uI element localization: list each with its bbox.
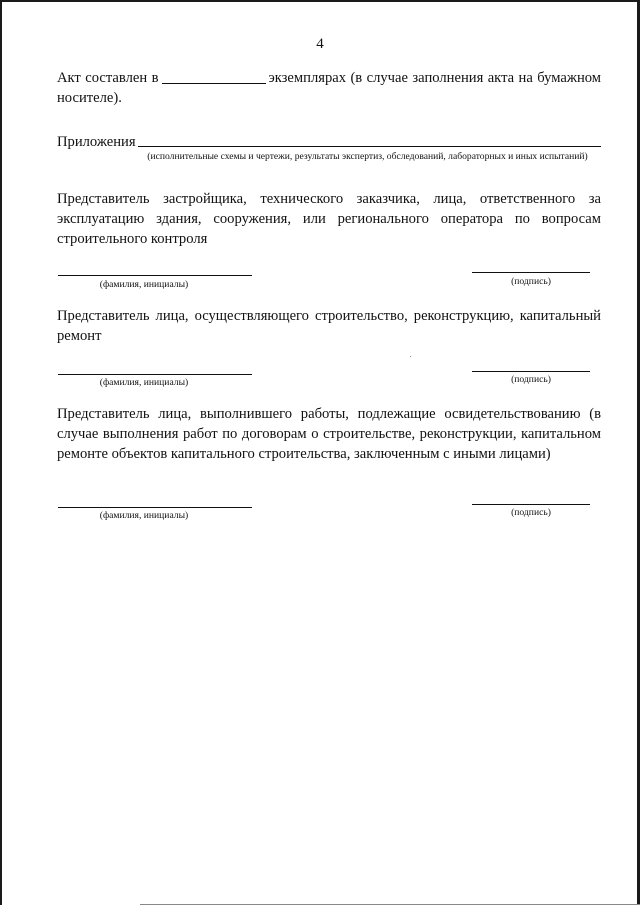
signature-label: (подпись)	[511, 276, 551, 287]
attachments-hint: (исполнительные схемы и чертежи, результаты экспертиз, обследований, лабораторных и иных испытаний)	[147, 151, 588, 162]
signature-line[interactable]	[472, 504, 590, 505]
name-label: (фамилия, инициалы)	[99, 377, 189, 388]
act-copies-text-before: Акт составлен в	[57, 70, 159, 86]
act-copies-text-after: экземплярах (в случае заполнения акта на бумажном носителе).	[57, 70, 602, 106]
attachments-label: Приложения	[57, 134, 136, 150]
scan-speck	[410, 356, 411, 357]
signature-label: (подпись)	[511, 507, 551, 518]
page-number: 4	[316, 36, 324, 52]
scan-border-top	[0, 0, 640, 2]
representative-text: Представитель лица, выполнившего работы, подлежащие освидетельствованию (в случае выполнения работ по договорам о строительстве, реконструкции, капитальном ремонте объектов капитального строительства, заключенным с иными лицами)	[57, 406, 601, 462]
signature-label: (подпись)	[511, 374, 551, 385]
copies-count-blank[interactable]	[162, 69, 266, 84]
scan-border-left	[0, 0, 2, 905]
signature-line[interactable]	[472, 371, 590, 372]
name-label: (фамилия, инициалы)	[99, 279, 189, 290]
act-copies-paragraph	[57, 68, 601, 108]
representative-text: Представитель лица, осуществляющего строительство, реконструкцию, капитальный ремонт	[57, 308, 601, 344]
representative-text: Представитель застройщика, технического заказчика, лица, ответственного за эксплуатацию здания, сооружения, или регионального оператора по вопросам строительного контроля	[57, 191, 601, 247]
name-label: (фамилия, инициалы)	[99, 510, 189, 521]
signature-line[interactable]	[472, 272, 590, 273]
name-line[interactable]	[58, 275, 252, 276]
name-line[interactable]	[58, 507, 252, 508]
name-line[interactable]	[58, 374, 252, 375]
attachments-line[interactable]	[138, 146, 601, 147]
